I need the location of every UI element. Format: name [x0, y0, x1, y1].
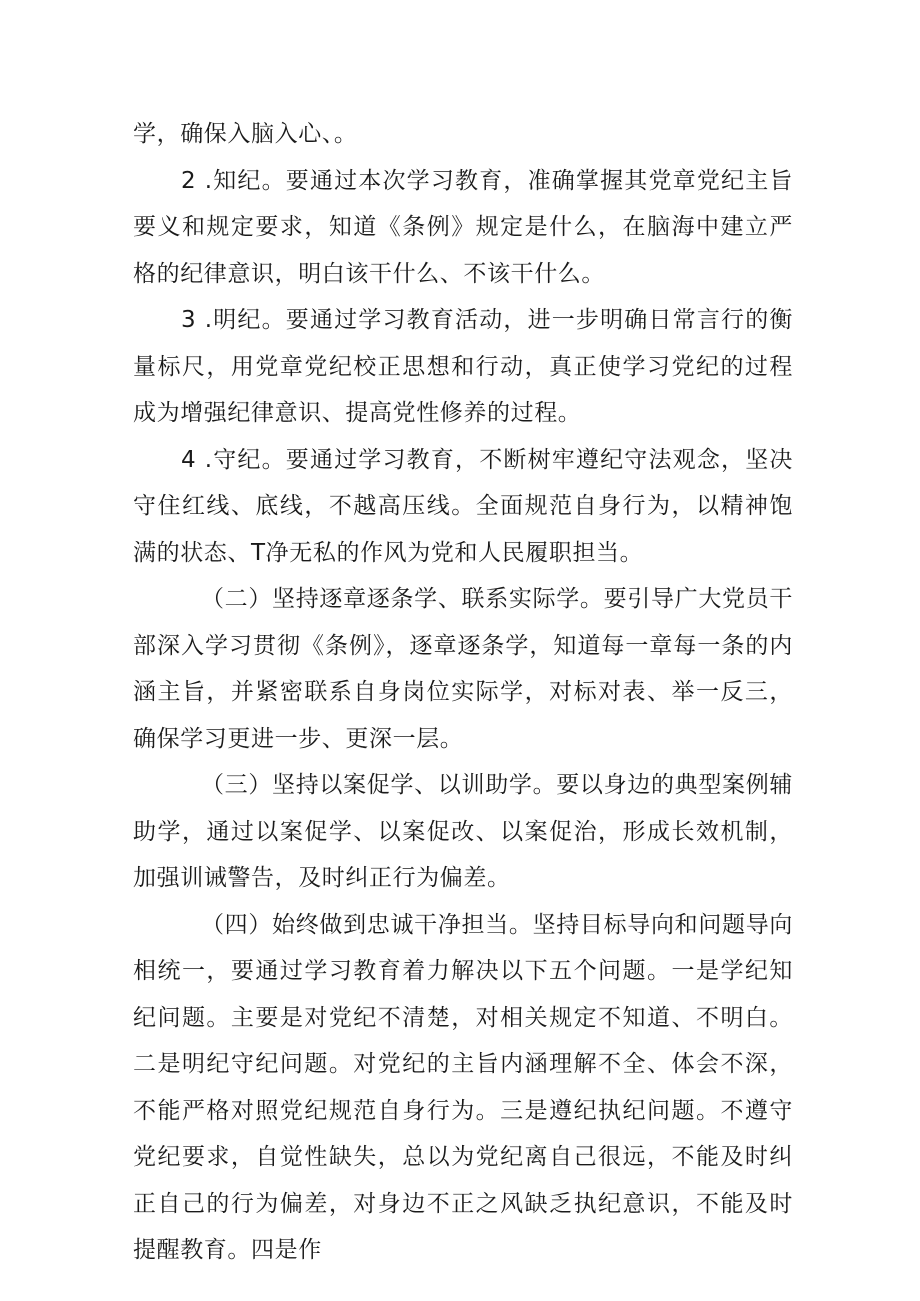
paragraph-continuation: 学，确保入脑入心、。: [133, 121, 358, 147]
paragraph-section-2: （二）坚持逐章逐条学、联系实际学。要引导广大党员干部深入学习贯彻《条例》，逐章逐条学，知道每一章每一条的内涵主旨，并紧密联系自身岗位实际学，对标对表、举一反三，确保学习更进一步、更深一层。: [133, 586, 793, 752]
paragraph-item-3-mingji: 3 .明纪。要通过学习教育活动，进一步明确日常言行的衡量标尺，用党章党纪校正思想和行动，真正使学习党纪的过程成为增强纪律意识、提高党性修养的过程。: [133, 307, 793, 426]
paragraph-section-3: （三）坚持以案促学、以训助学。要以身边的典型案例辅助学，通过以案促学、以案促改、以案促治，形成长效机制，加强训诫警告，及时纠正行为偏差。: [133, 772, 793, 891]
paragraph-section-4: （四）始终做到忠诚干净担当。坚持目标导向和问题导向相统一，要通过学习教育着力解决以下五个问题。一是学纪知纪问题。主要是对党纪不清楚，对相关规定不知道、不明白。二是明纪守纪问题。对党纪的主旨内涵理解不全、体会不深，不能严格对照党纪规范自身行为。三是遵纪执纪问题。不遵守党纪要求，自觉性缺失，总以为党纪离自己很远，不能及时纠正自己的行为偏差，对身边不正之风缺乏执纪意识，不能及时提醒教育。四是作: [133, 911, 793, 1263]
document-body: [133, 111, 793, 1274]
paragraph-item-4-shouji: 4 .守纪。要通过学习教育，不断树牢遵纪守法观念，坚决守住红线、底线，不越高压线。全面规范自身行为，以精神饱满的状态、T净无私的作风为党和人民履职担当。: [133, 446, 793, 566]
paragraph-item-2-zhiji: 2 .知纪。要通过本次学习教育，准确掌握其党章党纪主旨要义和规定要求，知道《条例》规定是什么，在脑海中建立严格的纪律意识，明白该干什么、不该干什么。: [133, 167, 793, 287]
